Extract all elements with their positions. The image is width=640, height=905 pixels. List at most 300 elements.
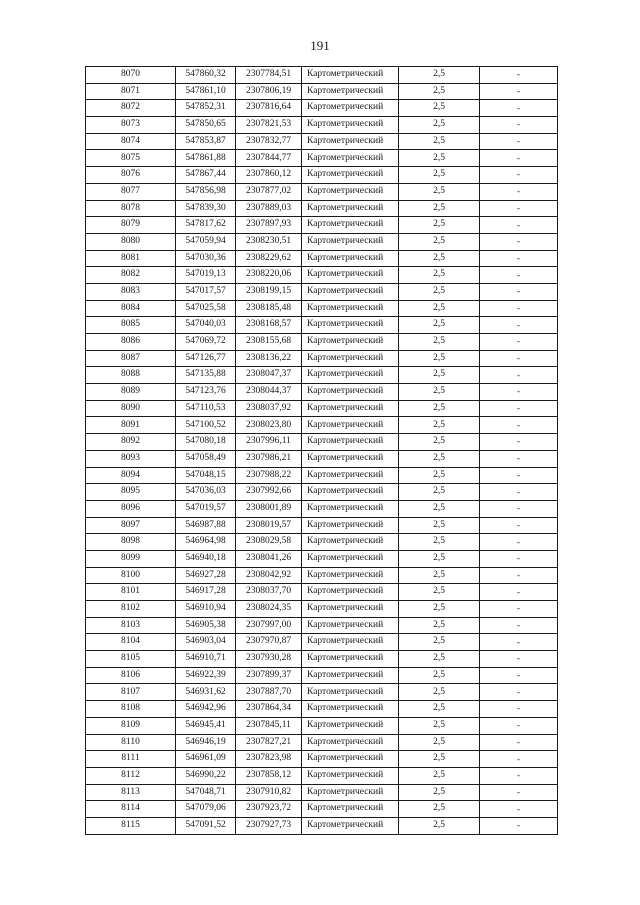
table-row xyxy=(86,83,558,100)
cell-dash: - xyxy=(480,117,558,134)
cell-point-number: 8112 xyxy=(86,767,176,784)
cell-accuracy: 2,5 xyxy=(399,317,480,334)
cell-method: Картометрический xyxy=(302,601,399,618)
cell-point-number: 8088 xyxy=(86,367,176,384)
cell-dash: - xyxy=(480,651,558,668)
cell-dash: - xyxy=(480,717,558,734)
cell-x-coordinate: 547025,58 xyxy=(176,300,236,317)
table-row xyxy=(86,117,558,134)
cell-accuracy: 2,5 xyxy=(399,150,480,167)
cell-point-number: 8076 xyxy=(86,167,176,184)
cell-x-coordinate: 546940,18 xyxy=(176,550,236,567)
cell-y-coordinate: 2307996,11 xyxy=(236,434,302,451)
cell-dash: - xyxy=(480,67,558,84)
cell-x-coordinate: 547019,57 xyxy=(176,500,236,517)
cell-method: Картометрический xyxy=(302,550,399,567)
cell-y-coordinate: 2308155,68 xyxy=(236,334,302,351)
cell-accuracy: 2,5 xyxy=(399,651,480,668)
cell-point-number: 8095 xyxy=(86,484,176,501)
cell-y-coordinate: 2307844,77 xyxy=(236,150,302,167)
cell-point-number: 8074 xyxy=(86,133,176,150)
cell-y-coordinate: 2308019,57 xyxy=(236,517,302,534)
table-row xyxy=(86,684,558,701)
cell-dash: - xyxy=(480,183,558,200)
cell-x-coordinate: 547091,52 xyxy=(176,817,236,834)
cell-y-coordinate: 2307887,70 xyxy=(236,684,302,701)
cell-accuracy: 2,5 xyxy=(399,484,480,501)
cell-x-coordinate: 547861,10 xyxy=(176,83,236,100)
cell-x-coordinate: 547030,36 xyxy=(176,250,236,267)
cell-accuracy: 2,5 xyxy=(399,617,480,634)
cell-method: Картометрический xyxy=(302,267,399,284)
cell-x-coordinate: 547100,52 xyxy=(176,417,236,434)
cell-accuracy: 2,5 xyxy=(399,250,480,267)
cell-x-coordinate: 547079,06 xyxy=(176,801,236,818)
cell-accuracy: 2,5 xyxy=(399,534,480,551)
cell-point-number: 8072 xyxy=(86,100,176,117)
table-row xyxy=(86,717,558,734)
cell-x-coordinate: 546927,28 xyxy=(176,567,236,584)
cell-point-number: 8111 xyxy=(86,751,176,768)
cell-method: Картометрический xyxy=(302,183,399,200)
cell-point-number: 8114 xyxy=(86,801,176,818)
cell-accuracy: 2,5 xyxy=(399,117,480,134)
table-row xyxy=(86,384,558,401)
table-row xyxy=(86,534,558,551)
cell-dash: - xyxy=(480,267,558,284)
table-row xyxy=(86,584,558,601)
cell-dash: - xyxy=(480,767,558,784)
cell-method: Картометрический xyxy=(302,283,399,300)
table-row xyxy=(86,100,558,117)
cell-method: Картометрический xyxy=(302,417,399,434)
cell-method: Картометрический xyxy=(302,83,399,100)
cell-y-coordinate: 2307997,00 xyxy=(236,617,302,634)
cell-method: Картометрический xyxy=(302,150,399,167)
cell-accuracy: 2,5 xyxy=(399,233,480,250)
table-row xyxy=(86,283,558,300)
cell-point-number: 8106 xyxy=(86,667,176,684)
cell-y-coordinate: 2308037,70 xyxy=(236,584,302,601)
cell-point-number: 8081 xyxy=(86,250,176,267)
cell-y-coordinate: 2307816,64 xyxy=(236,100,302,117)
cell-dash: - xyxy=(480,167,558,184)
cell-accuracy: 2,5 xyxy=(399,133,480,150)
cell-point-number: 8070 xyxy=(86,67,176,84)
cell-point-number: 8102 xyxy=(86,601,176,618)
cell-accuracy: 2,5 xyxy=(399,417,480,434)
cell-x-coordinate: 547040,03 xyxy=(176,317,236,334)
cell-point-number: 8104 xyxy=(86,634,176,651)
table-row xyxy=(86,617,558,634)
table-row xyxy=(86,484,558,501)
cell-x-coordinate: 547059,94 xyxy=(176,233,236,250)
table-row xyxy=(86,651,558,668)
cell-point-number: 8094 xyxy=(86,467,176,484)
cell-accuracy: 2,5 xyxy=(399,567,480,584)
cell-point-number: 8071 xyxy=(86,83,176,100)
cell-y-coordinate: 2307821,53 xyxy=(236,117,302,134)
cell-y-coordinate: 2308047,37 xyxy=(236,367,302,384)
table-row xyxy=(86,634,558,651)
cell-point-number: 8105 xyxy=(86,651,176,668)
cell-method: Картометрический xyxy=(302,684,399,701)
table-row xyxy=(86,767,558,784)
cell-y-coordinate: 2307845,11 xyxy=(236,717,302,734)
cell-x-coordinate: 547123,76 xyxy=(176,384,236,401)
cell-accuracy: 2,5 xyxy=(399,684,480,701)
table-row xyxy=(86,450,558,467)
cell-dash: - xyxy=(480,450,558,467)
cell-dash: - xyxy=(480,150,558,167)
cell-x-coordinate: 547126,77 xyxy=(176,350,236,367)
cell-point-number: 8092 xyxy=(86,434,176,451)
cell-y-coordinate: 2307823,98 xyxy=(236,751,302,768)
cell-y-coordinate: 2307877,02 xyxy=(236,183,302,200)
cell-accuracy: 2,5 xyxy=(399,384,480,401)
cell-x-coordinate: 547853,87 xyxy=(176,133,236,150)
cell-dash: - xyxy=(480,801,558,818)
cell-method: Картометрический xyxy=(302,467,399,484)
cell-x-coordinate: 547048,15 xyxy=(176,467,236,484)
cell-method: Картометрический xyxy=(302,801,399,818)
cell-y-coordinate: 2308042,92 xyxy=(236,567,302,584)
cell-method: Картометрический xyxy=(302,133,399,150)
table-row xyxy=(86,167,558,184)
cell-x-coordinate: 547058,49 xyxy=(176,450,236,467)
cell-x-coordinate: 547860,32 xyxy=(176,67,236,84)
cell-dash: - xyxy=(480,283,558,300)
cell-dash: - xyxy=(480,367,558,384)
cell-x-coordinate: 547080,18 xyxy=(176,434,236,451)
table-row xyxy=(86,400,558,417)
cell-point-number: 8078 xyxy=(86,200,176,217)
cell-point-number: 8075 xyxy=(86,150,176,167)
cell-dash: - xyxy=(480,100,558,117)
coordinates-table xyxy=(85,66,558,835)
cell-point-number: 8084 xyxy=(86,300,176,317)
cell-accuracy: 2,5 xyxy=(399,584,480,601)
cell-accuracy: 2,5 xyxy=(399,200,480,217)
cell-method: Картометрический xyxy=(302,400,399,417)
cell-method: Картометрический xyxy=(302,434,399,451)
cell-method: Картометрический xyxy=(302,667,399,684)
cell-point-number: 8097 xyxy=(86,517,176,534)
cell-accuracy: 2,5 xyxy=(399,751,480,768)
cell-dash: - xyxy=(480,133,558,150)
cell-accuracy: 2,5 xyxy=(399,334,480,351)
table-row xyxy=(86,217,558,234)
cell-dash: - xyxy=(480,617,558,634)
cell-y-coordinate: 2307832,77 xyxy=(236,133,302,150)
cell-x-coordinate: 546987,88 xyxy=(176,517,236,534)
cell-accuracy: 2,5 xyxy=(399,350,480,367)
table-row xyxy=(86,500,558,517)
table-row xyxy=(86,734,558,751)
cell-y-coordinate: 2307910,82 xyxy=(236,784,302,801)
cell-y-coordinate: 2307923,72 xyxy=(236,801,302,818)
cell-method: Картометрический xyxy=(302,217,399,234)
cell-method: Картометрический xyxy=(302,500,399,517)
cell-y-coordinate: 2308168,57 xyxy=(236,317,302,334)
cell-accuracy: 2,5 xyxy=(399,400,480,417)
cell-accuracy: 2,5 xyxy=(399,784,480,801)
cell-method: Картометрический xyxy=(302,617,399,634)
cell-point-number: 8107 xyxy=(86,684,176,701)
cell-accuracy: 2,5 xyxy=(399,283,480,300)
cell-accuracy: 2,5 xyxy=(399,83,480,100)
cell-x-coordinate: 546910,71 xyxy=(176,651,236,668)
cell-accuracy: 2,5 xyxy=(399,801,480,818)
cell-dash: - xyxy=(480,400,558,417)
cell-method: Картометрический xyxy=(302,701,399,718)
cell-accuracy: 2,5 xyxy=(399,817,480,834)
cell-x-coordinate: 546917,28 xyxy=(176,584,236,601)
cell-dash: - xyxy=(480,250,558,267)
cell-x-coordinate: 546946,19 xyxy=(176,734,236,751)
cell-dash: - xyxy=(480,500,558,517)
cell-x-coordinate: 547135,88 xyxy=(176,367,236,384)
cell-x-coordinate: 547861,88 xyxy=(176,150,236,167)
cell-y-coordinate: 2308185,48 xyxy=(236,300,302,317)
cell-dash: - xyxy=(480,734,558,751)
table-row xyxy=(86,817,558,834)
cell-point-number: 8098 xyxy=(86,534,176,551)
cell-y-coordinate: 2307992,66 xyxy=(236,484,302,501)
cell-point-number: 8103 xyxy=(86,617,176,634)
table-row xyxy=(86,300,558,317)
cell-dash: - xyxy=(480,217,558,234)
cell-dash: - xyxy=(480,817,558,834)
cell-dash: - xyxy=(480,684,558,701)
cell-dash: - xyxy=(480,534,558,551)
table-row xyxy=(86,233,558,250)
cell-x-coordinate: 547036,03 xyxy=(176,484,236,501)
table-row xyxy=(86,317,558,334)
cell-dash: - xyxy=(480,484,558,501)
cell-point-number: 8115 xyxy=(86,817,176,834)
cell-y-coordinate: 2308023,80 xyxy=(236,417,302,434)
cell-y-coordinate: 2308037,92 xyxy=(236,400,302,417)
cell-y-coordinate: 2307827,21 xyxy=(236,734,302,751)
cell-x-coordinate: 546961,09 xyxy=(176,751,236,768)
cell-y-coordinate: 2308041,26 xyxy=(236,550,302,567)
table-row xyxy=(86,550,558,567)
cell-x-coordinate: 546964,98 xyxy=(176,534,236,551)
cell-y-coordinate: 2307899,37 xyxy=(236,667,302,684)
cell-point-number: 8077 xyxy=(86,183,176,200)
table-row xyxy=(86,183,558,200)
cell-dash: - xyxy=(480,601,558,618)
cell-accuracy: 2,5 xyxy=(399,300,480,317)
cell-method: Картометрический xyxy=(302,567,399,584)
cell-point-number: 8108 xyxy=(86,701,176,718)
cell-x-coordinate: 547817,62 xyxy=(176,217,236,234)
cell-method: Картометрический xyxy=(302,717,399,734)
cell-x-coordinate: 546945,41 xyxy=(176,717,236,734)
table-row xyxy=(86,250,558,267)
table-row xyxy=(86,701,558,718)
cell-y-coordinate: 2308001,89 xyxy=(236,500,302,517)
cell-accuracy: 2,5 xyxy=(399,67,480,84)
table-row xyxy=(86,517,558,534)
table-row xyxy=(86,467,558,484)
cell-point-number: 8109 xyxy=(86,717,176,734)
table-row xyxy=(86,150,558,167)
cell-dash: - xyxy=(480,567,558,584)
cell-dash: - xyxy=(480,584,558,601)
cell-x-coordinate: 546990,22 xyxy=(176,767,236,784)
cell-y-coordinate: 2307806,19 xyxy=(236,83,302,100)
table-row xyxy=(86,367,558,384)
cell-point-number: 8089 xyxy=(86,384,176,401)
cell-accuracy: 2,5 xyxy=(399,434,480,451)
cell-method: Картометрический xyxy=(302,734,399,751)
cell-dash: - xyxy=(480,784,558,801)
table-row xyxy=(86,667,558,684)
cell-y-coordinate: 2307930,28 xyxy=(236,651,302,668)
cell-method: Картометрический xyxy=(302,784,399,801)
table-row xyxy=(86,417,558,434)
cell-y-coordinate: 2308229,62 xyxy=(236,250,302,267)
cell-x-coordinate: 547048,71 xyxy=(176,784,236,801)
cell-point-number: 8082 xyxy=(86,267,176,284)
cell-dash: - xyxy=(480,467,558,484)
cell-dash: - xyxy=(480,517,558,534)
cell-x-coordinate: 547850,65 xyxy=(176,117,236,134)
cell-method: Картометрический xyxy=(302,751,399,768)
cell-accuracy: 2,5 xyxy=(399,634,480,651)
table-row xyxy=(86,784,558,801)
cell-y-coordinate: 2307860,12 xyxy=(236,167,302,184)
coordinates-table-body xyxy=(86,67,558,835)
cell-dash: - xyxy=(480,233,558,250)
cell-accuracy: 2,5 xyxy=(399,367,480,384)
cell-y-coordinate: 2308029,58 xyxy=(236,534,302,551)
table-row xyxy=(86,350,558,367)
cell-point-number: 8096 xyxy=(86,500,176,517)
cell-dash: - xyxy=(480,334,558,351)
cell-dash: - xyxy=(480,300,558,317)
cell-dash: - xyxy=(480,751,558,768)
cell-method: Картометрический xyxy=(302,450,399,467)
cell-y-coordinate: 2307858,12 xyxy=(236,767,302,784)
cell-y-coordinate: 2307988,22 xyxy=(236,467,302,484)
cell-y-coordinate: 2308230,51 xyxy=(236,233,302,250)
cell-accuracy: 2,5 xyxy=(399,500,480,517)
cell-method: Картометрический xyxy=(302,384,399,401)
cell-x-coordinate: 547856,98 xyxy=(176,183,236,200)
cell-point-number: 8085 xyxy=(86,317,176,334)
cell-x-coordinate: 547839,30 xyxy=(176,200,236,217)
cell-y-coordinate: 2307927,73 xyxy=(236,817,302,834)
cell-method: Картометрический xyxy=(302,300,399,317)
cell-y-coordinate: 2308024,35 xyxy=(236,601,302,618)
cell-point-number: 8099 xyxy=(86,550,176,567)
cell-point-number: 8093 xyxy=(86,450,176,467)
cell-method: Картометрический xyxy=(302,817,399,834)
cell-point-number: 8100 xyxy=(86,567,176,584)
cell-point-number: 8073 xyxy=(86,117,176,134)
cell-point-number: 8091 xyxy=(86,417,176,434)
table-row xyxy=(86,67,558,84)
cell-method: Картометрический xyxy=(302,67,399,84)
cell-x-coordinate: 546942,96 xyxy=(176,701,236,718)
table-row xyxy=(86,434,558,451)
cell-accuracy: 2,5 xyxy=(399,667,480,684)
cell-method: Картометрический xyxy=(302,350,399,367)
cell-y-coordinate: 2307897,93 xyxy=(236,217,302,234)
cell-y-coordinate: 2307986,21 xyxy=(236,450,302,467)
cell-dash: - xyxy=(480,350,558,367)
cell-point-number: 8083 xyxy=(86,283,176,300)
cell-method: Картометрический xyxy=(302,517,399,534)
cell-dash: - xyxy=(480,417,558,434)
cell-y-coordinate: 2307889,03 xyxy=(236,200,302,217)
cell-x-coordinate: 547017,57 xyxy=(176,283,236,300)
cell-point-number: 8087 xyxy=(86,350,176,367)
cell-point-number: 8110 xyxy=(86,734,176,751)
cell-accuracy: 2,5 xyxy=(399,767,480,784)
table-row xyxy=(86,601,558,618)
cell-accuracy: 2,5 xyxy=(399,734,480,751)
cell-method: Картометрический xyxy=(302,100,399,117)
cell-dash: - xyxy=(480,83,558,100)
cell-accuracy: 2,5 xyxy=(399,267,480,284)
cell-dash: - xyxy=(480,434,558,451)
cell-x-coordinate: 546903,04 xyxy=(176,634,236,651)
cell-method: Картометрический xyxy=(302,584,399,601)
table-row xyxy=(86,200,558,217)
cell-point-number: 8101 xyxy=(86,584,176,601)
cell-accuracy: 2,5 xyxy=(399,717,480,734)
table-row xyxy=(86,751,558,768)
cell-accuracy: 2,5 xyxy=(399,601,480,618)
cell-y-coordinate: 2308199,15 xyxy=(236,283,302,300)
cell-method: Картометрический xyxy=(302,117,399,134)
cell-x-coordinate: 547110,53 xyxy=(176,400,236,417)
table-row xyxy=(86,133,558,150)
cell-dash: - xyxy=(480,667,558,684)
cell-method: Картометрический xyxy=(302,334,399,351)
table-row xyxy=(86,567,558,584)
cell-y-coordinate: 2308136,22 xyxy=(236,350,302,367)
cell-method: Картометрический xyxy=(302,200,399,217)
cell-y-coordinate: 2307970,87 xyxy=(236,634,302,651)
cell-accuracy: 2,5 xyxy=(399,517,480,534)
cell-point-number: 8080 xyxy=(86,233,176,250)
cell-point-number: 8086 xyxy=(86,334,176,351)
cell-x-coordinate: 546910,94 xyxy=(176,601,236,618)
cell-dash: - xyxy=(480,200,558,217)
cell-x-coordinate: 547069,72 xyxy=(176,334,236,351)
cell-method: Картометрический xyxy=(302,651,399,668)
cell-method: Картометрический xyxy=(302,167,399,184)
table-row xyxy=(86,267,558,284)
cell-method: Картометрический xyxy=(302,233,399,250)
cell-accuracy: 2,5 xyxy=(399,467,480,484)
table-row xyxy=(86,334,558,351)
cell-method: Картометрический xyxy=(302,484,399,501)
cell-accuracy: 2,5 xyxy=(399,167,480,184)
cell-method: Картометрический xyxy=(302,534,399,551)
cell-method: Картометрический xyxy=(302,634,399,651)
cell-x-coordinate: 546922,39 xyxy=(176,667,236,684)
cell-dash: - xyxy=(480,634,558,651)
cell-y-coordinate: 2307784,51 xyxy=(236,67,302,84)
cell-x-coordinate: 547867,44 xyxy=(176,167,236,184)
cell-point-number: 8113 xyxy=(86,784,176,801)
